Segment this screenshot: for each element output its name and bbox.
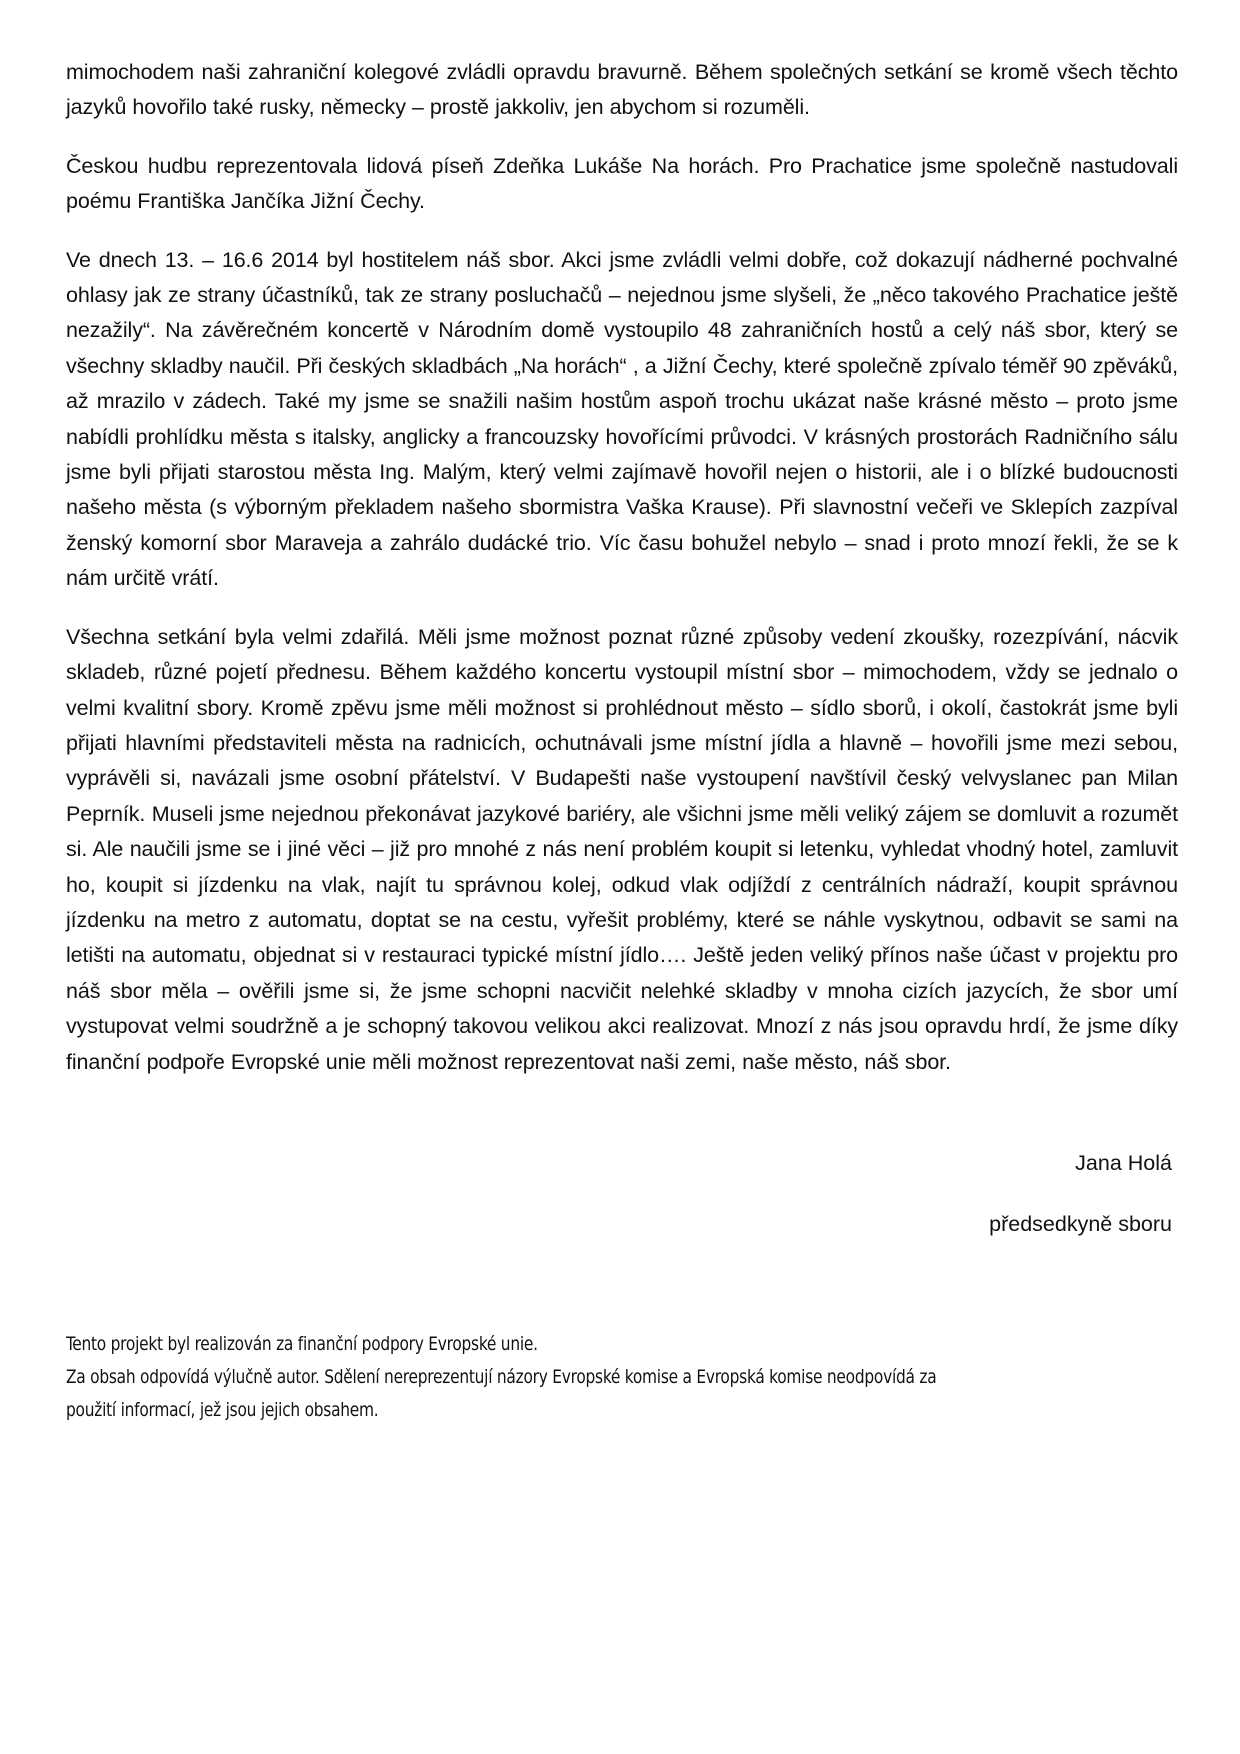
document-body [66, 55, 1178, 1080]
footer-line-funding: Tento projekt byl realizován za finanční podpory Evropské unie. [66, 1333, 538, 1355]
paragraph-2: Českou hudbu reprezentovala lidová píseň Zdeňka Lukáše Na horách. Pro Prachatice jsme společně nastudovali poému Františka Jančíka Jižní Čechy. [66, 153, 1178, 214]
signature-name: Jana Holá [1075, 1150, 1172, 1175]
paragraph-1: mimochodem naši zahraniční kolegové zvládli opravdu bravurně. Během společných setkání se kromě všech těchto jazyků hovořilo také rusky, německy – prostě jakkoliv, jen abychom si rozuměli. [66, 60, 1178, 120]
paragraph-3: Ve dnech 13. – 16.6 2014 byl hostitelem náš sbor. Akci jsme zvládli velmi dobře, což dokazují nádherné pochvalné ohlasy jak ze strany účastníků, tak ze strany posluchačů – nejednou jsme slyšeli, že „něco takového Prachatice ještě nezažily“. Na závěrečném koncertě v Národním domě vystoupilo 48 zahraničních hostů a celý náš sbor, který se všechny skladby naučil. Při českých skladbách „Na horách“ , a Jižní Čechy, které společně zpívalo téměř 90 zpěváků, až mrazilo v zádech. Také my jsme se snažili našim hostům aspoň trochu ukázat naše krásné město – proto jsme nabídli prohlídku města s italsky, anglicky a francouzsky hovořícími průvodci. V krásných prostorách Radničního sálu jsme byli přijati starostou města Ing. Malým, který velmi zajímavě hovořil nejen o historii, ale i o blízké budoucnosti našeho města (s výborným překladem našeho sbormistra Vaška Krause). Při slavnostní večeři ve Sklepích zazpíval ženský komorní sbor Maraveja a zahrálo dudácké trio. Víc času bohužel nebylo – snad i proto mnozí řekli, že se k nám určitě vrátí. [66, 247, 1178, 591]
footer-disclaimer [66, 1328, 1178, 1427]
signature-block [66, 1146, 1178, 1242]
footer-line-disclaimer-2: použití informací, jež jsou jejich obsahem. [66, 1399, 379, 1421]
footer-line-disclaimer-1: Za obsah odpovídá výlučně autor. Sdělení nereprezentují názory Evropské komise a Evropská komise neodpovídá za [66, 1366, 937, 1388]
signature-role: předsedkyně sboru [989, 1211, 1172, 1236]
paragraph-4: Všechna setkání byla velmi zdařilá. Měli jsme možnost poznat různé způsoby vedení zkoušky, rozezpívání, nácvik skladeb, různé pojetí přednesu. Během každého koncertu vystoupil místní sbor – mimochodem, vždy se jednalo o velmi kvalitní sbory. Kromě zpěvu jsme měli možnost si prohlédnout město – sídlo sborů, i okolí, častokrát jsme byli přijati hlavními představiteli města na radnicích, ochutnávali jsme místní jídla a hlavně – hovořili jsme mezi sebou, vyprávěli si, navázali jsme osobní přátelství. V Budapešti naše vystoupení navštívil český velvyslanec pan Milan Peprník. Museli jsme nejednou překonávat jazykové bariéry, ale všichni jsme měli veliký zájem se domluvit a rozumět si. Ale naučili jsme se i jiné věci – již pro mnohé z nás není problém koupit si letenku, vyhledat vhodný hotel, zamluvit ho, koupit si jízdenku na vlak, najít tu správnou kolej, odkud vlak odjíždí z centrálních nádraží, koupit správnou jízdenku na metro z automatu, doptat se na cestu, vyřešit problémy, které se náhle vyskytnou, odbavit se sami na letišti na automatu, objednat si v restauraci typické místní jídlo…. Ještě jeden veliký přínos naše účast v projektu pro náš sbor měla – ověřili jsme si, že jsme schopni nacvičit nelehké skladby v mnoha cizích jazycích, že sbor umí vystupovat velmi soudržně a je schopný takovou velikou akci realizovat. Mnozí z nás jsou opravdu hrdí, že jsme díky finanční podpoře Evropské unie měli možnost reprezentovat naši zemi, naše město, náš sbor. [66, 624, 1178, 1074]
